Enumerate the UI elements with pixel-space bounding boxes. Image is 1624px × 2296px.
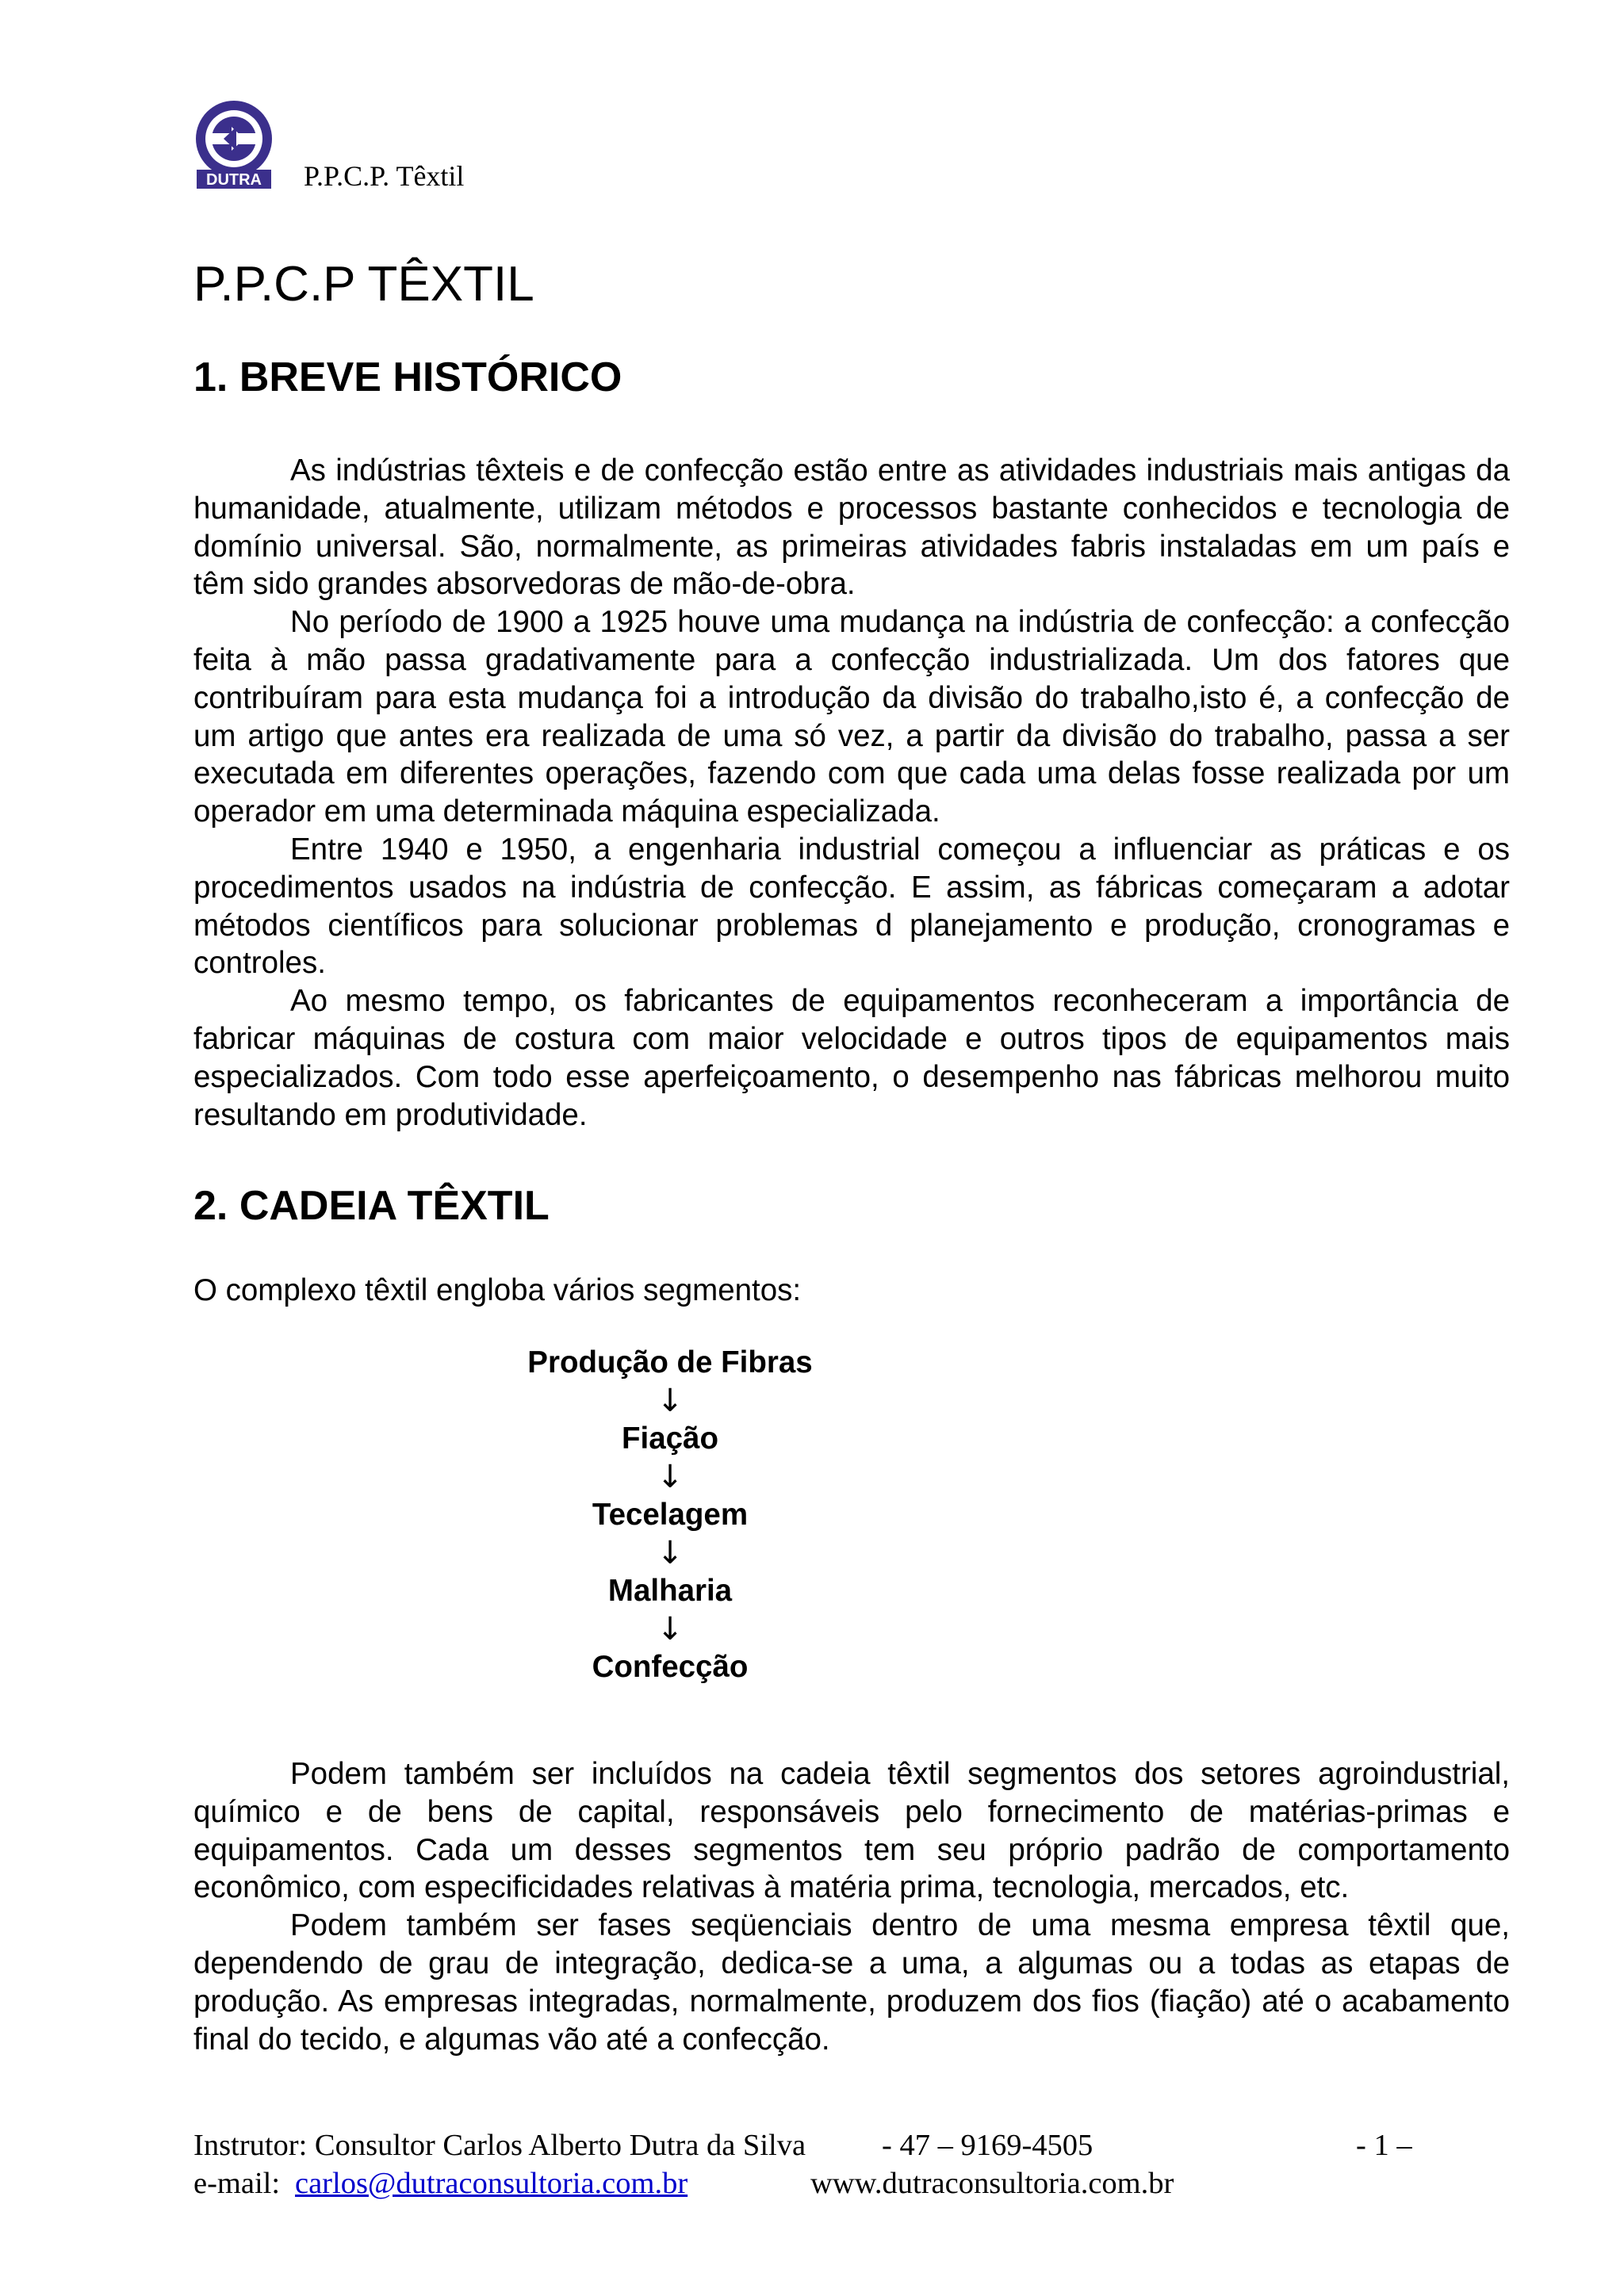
section-intro: O complexo têxtil engloba vários segmentos: [193,1273,802,1307]
paragraph: Entre 1940 e 1950, a engenharia industrial começou a influenciar as práticas e os procedimentos usados na indústria de confecção. E assim, as fábricas começaram a adotar métodos científicos para solucionar problemas d planejamento e produção, cronogramas e controles. [193,832,1510,981]
chain-step: Tecelagem [592,1498,749,1532]
chain-step: Confecção [592,1650,749,1684]
footer-phone: - 47 – 9169-4505 [882,2129,1094,2162]
paragraph: Podem também ser fases seqüenciais dentro de uma mesma empresa têxtil que, dependendo de grau de integração, dedica-se a uma, a algumas ou a todas as etapas de produção. As empresas integradas, normalmente, produzem dos fios (fiação) até o acabamento final do tecido, e algumas vão até a confecção. [193,1908,1510,2057]
header-title: P.P.C.P. Têxtil [304,160,465,192]
arrow-down-icon: ↓ [657,1459,684,1495]
chain-step: Malharia [607,1574,733,1608]
page-number: - 1 – [1356,2129,1412,2162]
section-body-cadeia [193,1755,1510,2058]
chain-step: Produção de Fibras [527,1345,813,1380]
footer-instructor: Instrutor: Consultor Carlos Alberto Dutra da Silva [193,2129,806,2162]
section-heading-cadeia: 2. CADEIA TÊXTIL [193,1183,550,1229]
textile-chain-diagram [432,1344,908,1686]
paragraph: Podem também ser incluídos na cadeia têxtil segmentos dos setores agroindustrial, químico e de bens de capital, responsáveis pelo fornecimento de matérias-primas e equipamentos. Cada um desses segmentos tem seu próprio padrão de comportamento econômico, com especificidades relativas à matéria prima, tecnologia, mercados, etc. [193,1757,1510,1905]
footer-email-label: e-mail: [193,2167,281,2200]
paragraph: No período de 1900 a 1925 houve uma mudança na indústria de confecção: a confecção feita à mão passa gradativamente para a confecção industrializada. Um dos fatores que contribuíram para esta mudança foi a introdução da divisão do trabalho,isto é, a confecção de um artigo que antes era realizada de uma só vez, a partir da divisão do trabalho, passa a ser executada em diferentes operações, fazendo com que cada uma delas fosse realizada por um operador em uma determinada máquina especializada. [193,605,1510,829]
paragraph: As indústrias têxteis e de confecção estão entre as atividades industriais mais antigas da humanidade, atualmente, utilizam métodos e processos bastante conhecidos e tecnologia de domínio universal. São, normalmente, as primeiras atividades fabris instaladas em um país e têm sido grandes absorvedoras de mão-de-obra. [193,453,1510,602]
logo-text: DUTRA [206,171,262,189]
document-title: P.P.C.P TÊXTIL [193,257,534,312]
section-heading-historico: 1. BREVE HISTÓRICO [193,354,622,400]
footer-website: www.dutraconsultoria.com.br [810,2167,1174,2200]
chain-step: Fiação [622,1422,718,1456]
arrow-down-icon: ↓ [657,1383,684,1419]
paragraph: Ao mesmo tempo, os fabricantes de equipamentos reconheceram a importância de fabricar máquinas de costura com maior velocidade e outros tipos de equipamentos mais especializados. Com todo esse aperfeiçoamento, o desempenho nas fábricas melhorou muito resultando em produtividade. [193,984,1510,1132]
page-header [193,95,1462,206]
email-link[interactable]: carlos@dutraconsultoria.com.br [295,2167,688,2200]
dutra-logo [193,95,274,192]
arrow-down-icon: ↓ [657,1611,684,1647]
section-body-historico [193,452,1510,1134]
arrow-down-icon: ↓ [657,1535,684,1571]
